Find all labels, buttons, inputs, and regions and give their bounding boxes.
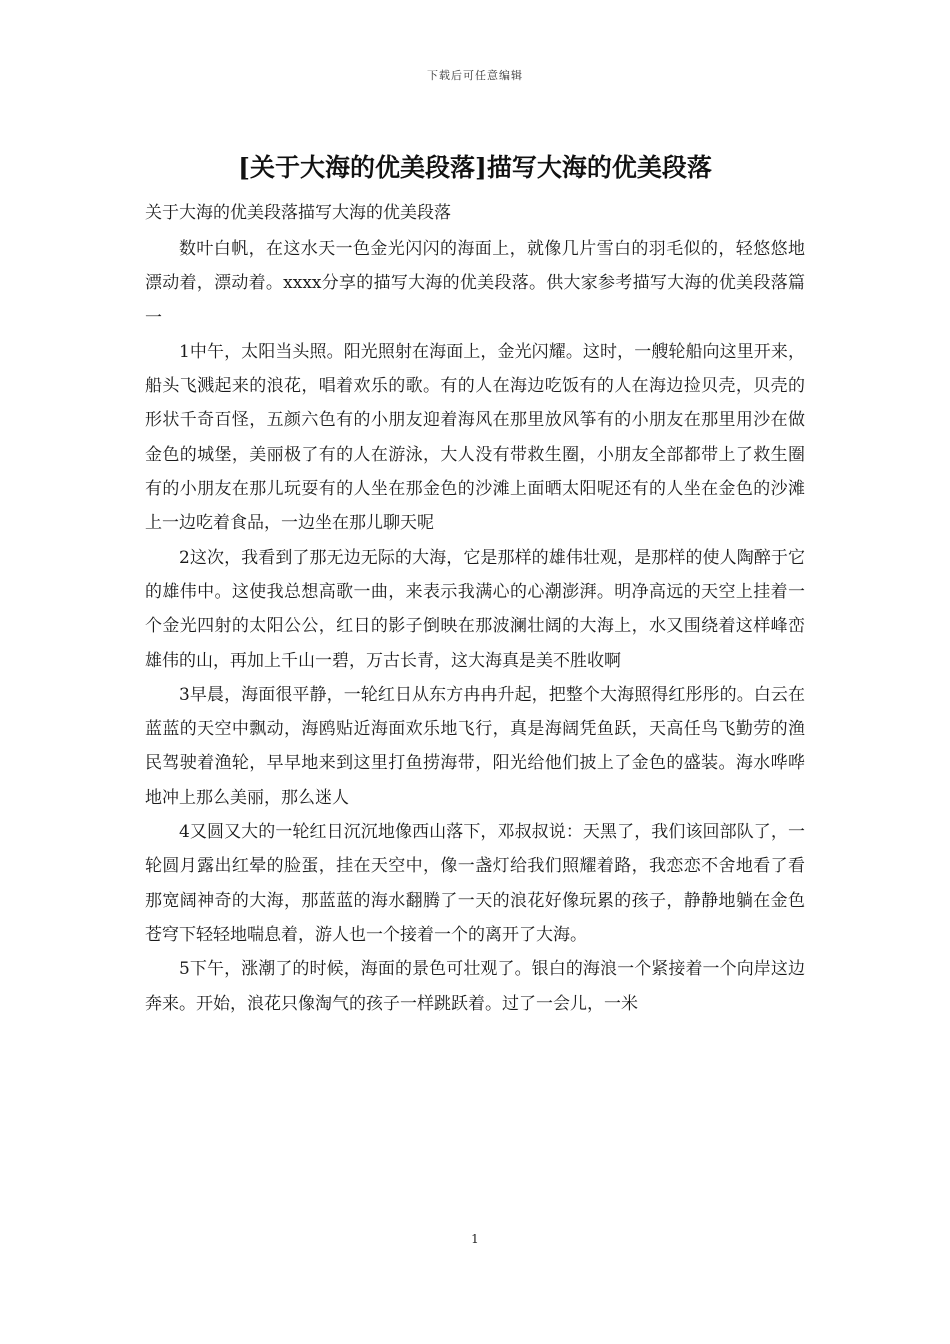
document-subtitle: 关于大海的优美段落描写大海的优美段落: [145, 203, 451, 223]
page-number: 1: [471, 1232, 479, 1246]
paragraph-1: 1中午，太阳当头照。阳光照射在海面上，金光闪耀。这时，一艘轮船向这里开来，船头飞溅起来的浪花，唱着欢乐的歌。有的人在海边吃饭有的人在海边捡贝壳，贝壳的形状千奇百怪，五颜六色有的小朋友迎着海风在那里放风筝有的小朋友在那里用沙在做金色的城堡，美丽极了有的人在游泳，大人没有带救生圈，小朋友全部都带上了救生圈有的小朋友在那儿玩耍有的人坐在那金色的沙滩上面晒太阳呢还有的人坐在金色的沙滩上一边吃着食品，一边坐在那儿聊天呢: [145, 341, 805, 534]
document-title: [关于大海的优美段落]描写大海的优美段落: [238, 153, 712, 182]
paragraph-2: 2这次，我看到了那无边无际的大海，它是那样的雄伟壮观，是那样的使人陶醉于它的雄伟中。这使我总想高歌一曲，来表示我满心的心潮澎湃。明净高远的天空上挂着一个金光四射的太阳公公，红日的影子倒映在那波澜壮阔的大海上，水又围绕着这样峰峦雄伟的山，再加上千山一碧，万古长青，这大海真是美不胜收啊: [145, 547, 805, 671]
paragraph-5: 5下午，涨潮了的时候，海面的景色可壮观了。银白的海浪一个紧接着一个向岸这边奔来。开始，浪花只像淘气的孩子一样跳跃着。过了一会儿，一米: [145, 959, 805, 1014]
paragraph-intro: 数叶白帆，在这水天一色金光闪闪的海面上，就像几片雪白的羽毛似的，轻悠悠地漂动着，漂动着。xxxx分享的描写大海的优美段落。供大家参考描写大海的优美段落篇一: [145, 239, 805, 328]
page-header-note: 下载后可任意编辑: [427, 69, 523, 82]
paragraph-3: 3早晨，海面很平静，一轮红日从东方冉冉升起，把整个大海照得红彤彤的。白云在蓝蓝的天空中飘动，海鸥贴近海面欢乐地飞行，真是海阔凭鱼跃，天高任鸟飞勤劳的渔民驾驶着渔轮，早早地来到这里打鱼捞海带，阳光给他们披上了金色的盛装。海水哗哗地冲上那么美丽，那么迷人: [145, 684, 805, 808]
document-body: [145, 200, 805, 1021]
paragraph-4: 4又圆又大的一轮红日沉沉地像西山落下，邓叔叔说：天黑了，我们该回部队了，一轮圆月露出红晕的脸蛋，挂在天空中，像一盏灯给我们照耀着路，我恋恋不舍地看了看那宽阔神奇的大海，那蓝蓝的海水翻腾了一天的浪花好像玩累的孩子，静静地躺在金色苍穹下轻轻地喘息着，游人也一个接着一个的离开了大海。: [145, 822, 805, 945]
